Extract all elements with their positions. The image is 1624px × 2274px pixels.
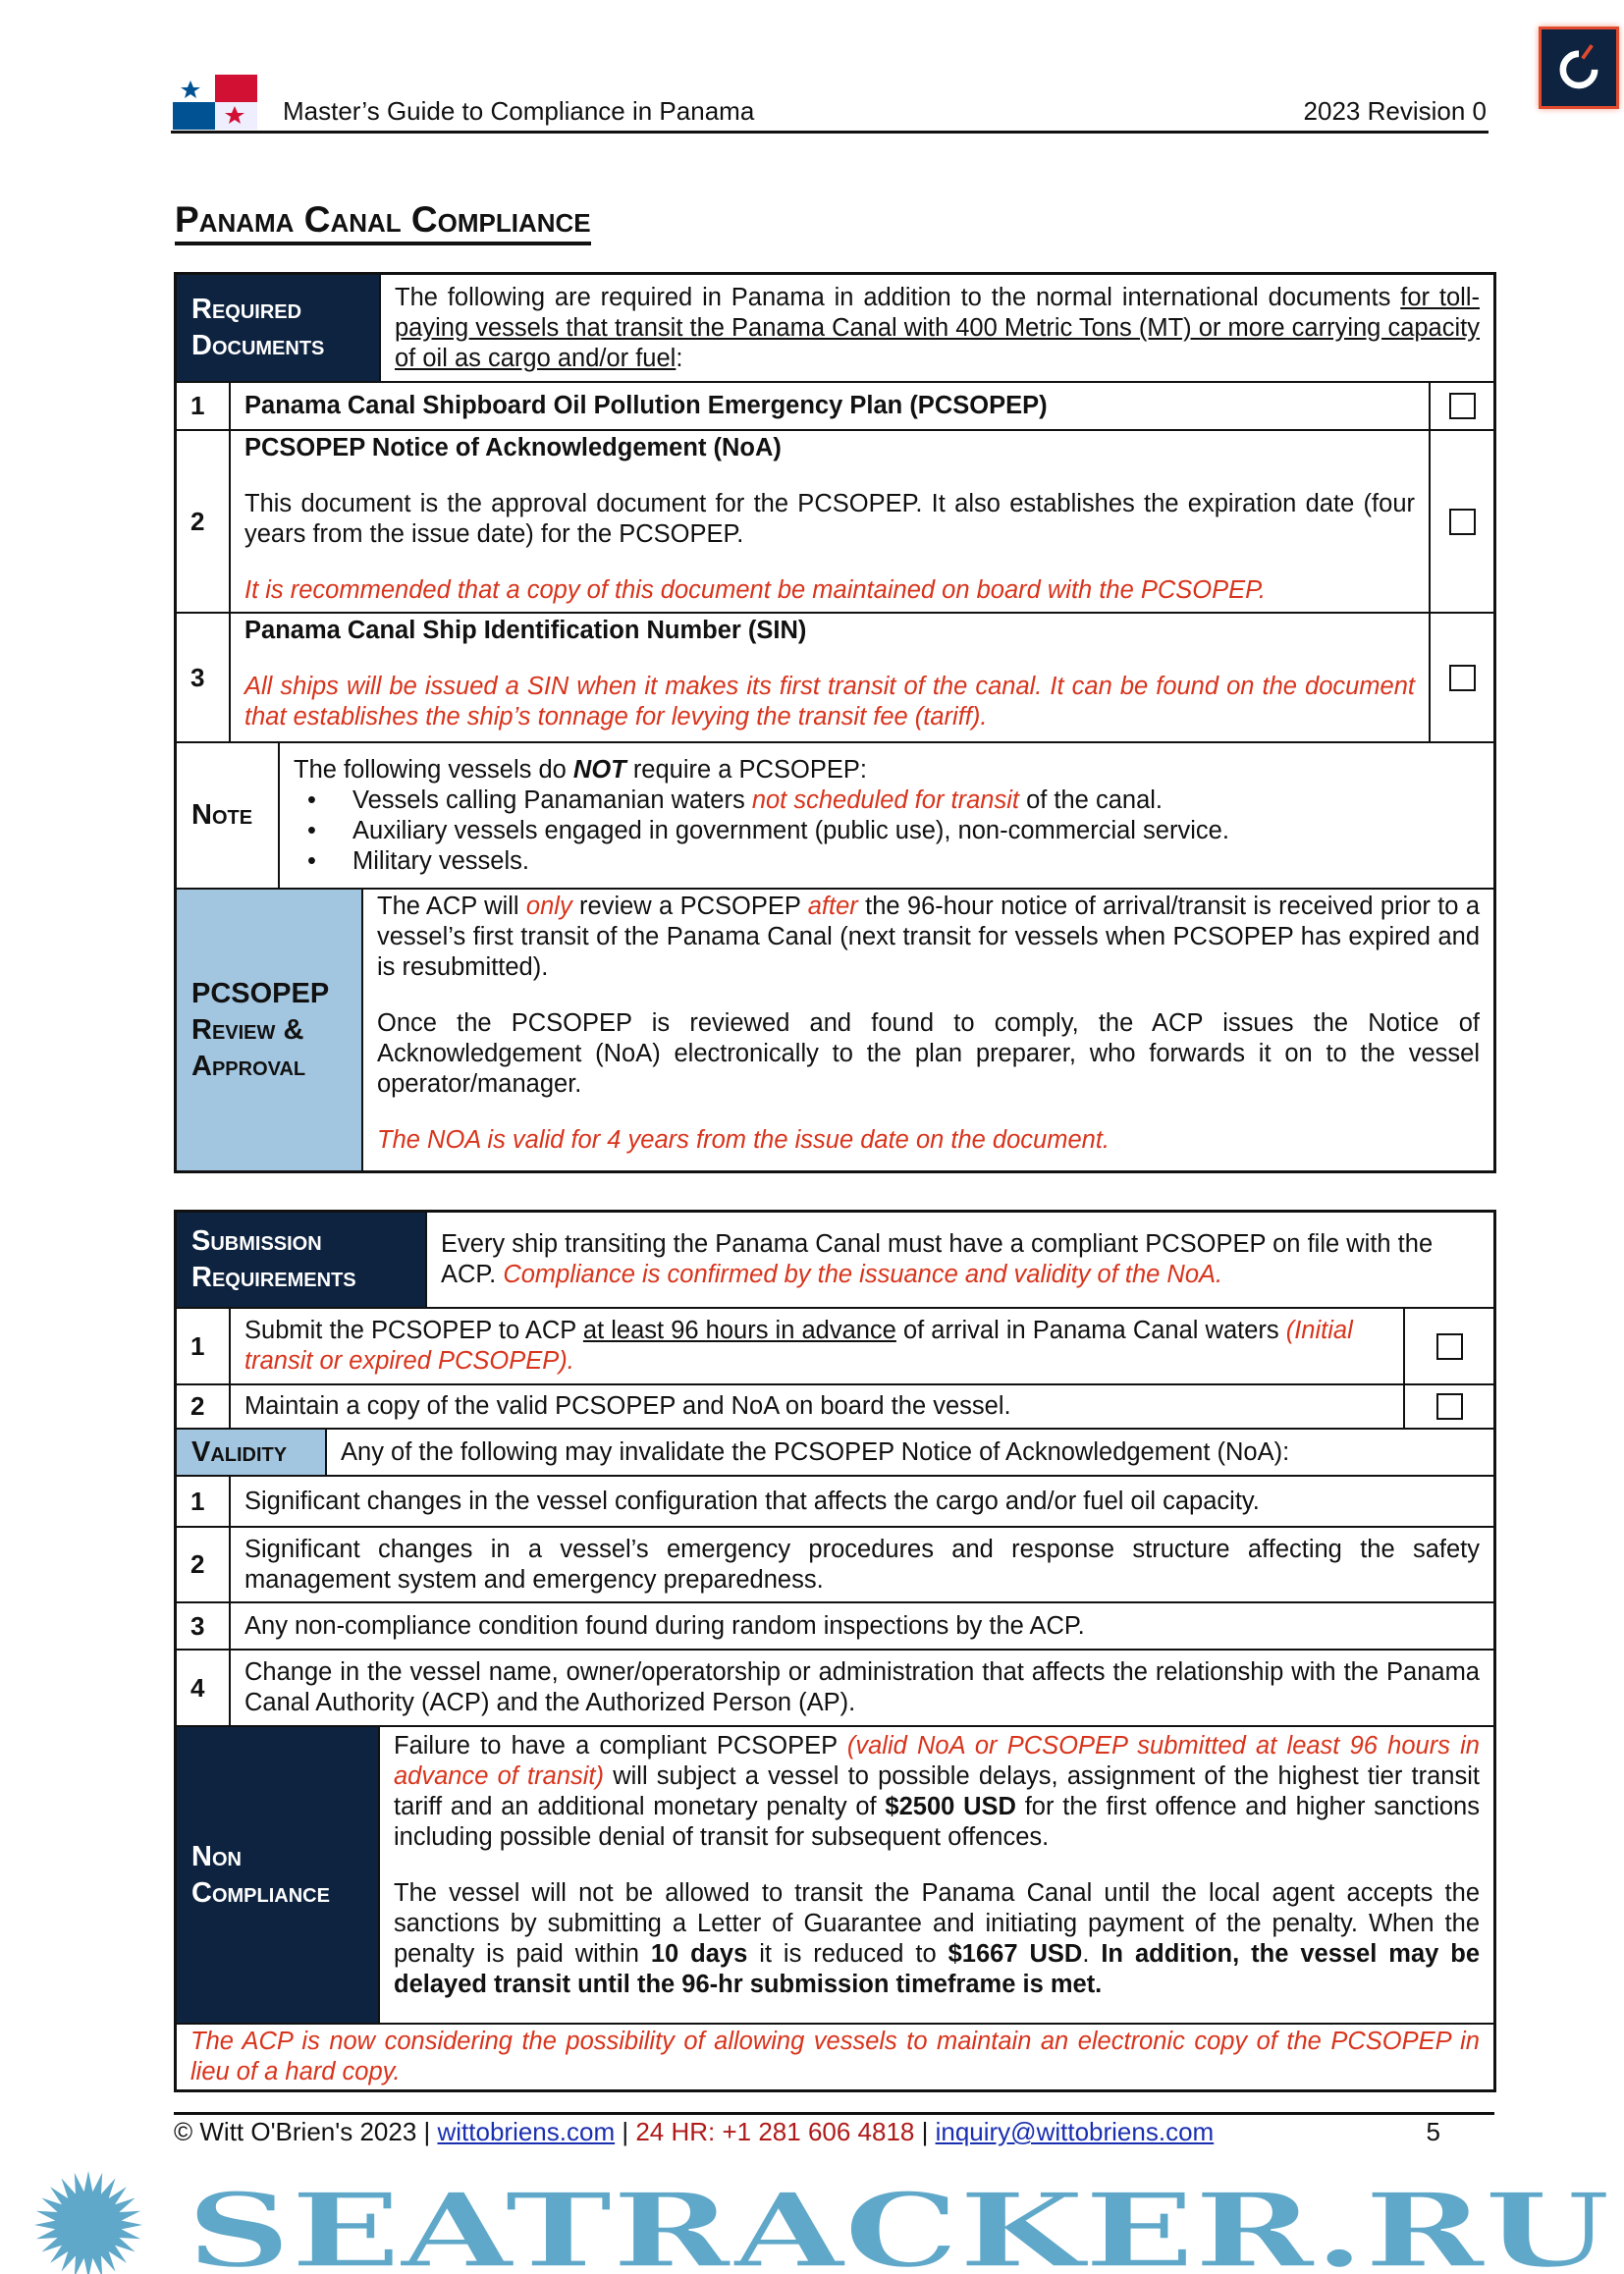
submission-table — [174, 1210, 1496, 2092]
hotline-number: +1 281 606 4818 — [722, 2117, 915, 2146]
revision-label: 2023 Revision 0 — [1303, 96, 1487, 126]
required-documents-table — [174, 272, 1496, 1173]
item-number: 1 — [177, 1477, 231, 1526]
separator: | — [615, 2117, 636, 2146]
final-note-row — [177, 2025, 1493, 2089]
watermark-text: SEATRACKER.RU — [187, 2170, 1610, 2274]
item-number: 1 — [177, 383, 231, 429]
note-label: Note — [177, 743, 280, 888]
panama-flag-icon — [173, 75, 257, 130]
review-paragraph-3: The NOA is valid for 4 years from the issue date on the document. — [377, 1126, 1110, 1154]
review-paragraph-1: The ACP will only review a PCSOPEP after the 96-hour notice of arrival/transit is received prior to a vessel’s first transit of the Panama Canal (next transit for vessels when PCSOPEP has expired and is resubmitted). — [377, 893, 1480, 981]
validity-label: Validity — [177, 1430, 327, 1475]
noncompliance-paragraph-1: Failure to have a compliant PCSOPEP (valid NoA or PCSOPEP submitted at least 96 hours in advance of transit) will subject a vessel to possible delays, assignment of the highest tier transit tariff and an additional monetary penalty of $2500 USD for the first offence and higher sanctions including possible denial of transit for subsequent offences. — [394, 1732, 1480, 1851]
noncompliance-label: Non Compliance — [177, 1727, 380, 2023]
app-logo-icon[interactable] — [1539, 27, 1619, 109]
item-number: 2 — [177, 1385, 231, 1428]
item-text: Significant changes in a vessel’s emergency procedures and response structure affecting the safety management system and emergency preparedness. — [244, 1535, 1480, 1594]
required-item-1 — [177, 383, 1493, 431]
website-link[interactable]: wittobriens.com — [437, 2117, 616, 2146]
email-link[interactable]: inquiry@wittobriens.com — [935, 2117, 1215, 2146]
item-title: Panama Canal Shipboard Oil Pollution Emergency Plan (PCSOPEP) — [244, 392, 1048, 419]
validity-item-2 — [177, 1528, 1493, 1603]
header-divider — [171, 131, 1489, 134]
required-item-2 — [177, 431, 1493, 614]
submission-label: Submission Requirements — [177, 1213, 427, 1307]
review-approval-label: PCSOPEP Review & Approval — [177, 890, 363, 1170]
item-title: PCSOPEP Notice of Acknowledgement (NoA) — [244, 434, 782, 461]
list-item: • Vessels calling Panamanian waters not scheduled for transit of the canal. — [294, 785, 1480, 816]
checkbox[interactable] — [1449, 665, 1476, 691]
item-number: 4 — [177, 1651, 231, 1725]
required-item-3 — [177, 614, 1493, 743]
hotline-label: 24 HR: — [635, 2117, 723, 2146]
validity-item-4 — [177, 1651, 1493, 1727]
validity-header — [177, 1430, 1493, 1477]
footer — [174, 2117, 1440, 2147]
footer-divider — [174, 2112, 1494, 2115]
submission-item-2 — [177, 1385, 1493, 1430]
sun-icon — [34, 2171, 142, 2274]
note-list — [294, 785, 1480, 877]
validity-item-1 — [177, 1477, 1493, 1528]
item-number: 3 — [177, 1603, 231, 1649]
review-approval-section — [177, 890, 1493, 1170]
document-title: Master’s Guide to Compliance in Panama — [283, 96, 755, 126]
checkbox[interactable] — [1449, 393, 1476, 419]
required-documents-header — [177, 275, 1493, 383]
item-text: Change in the vessel name, owner/operatorship or administration that affects the relationship with the Panama Canal Authority (ACP) and the Authorized Person (AP). — [244, 1658, 1480, 1716]
required-documents-label: Required Documents — [177, 275, 381, 381]
noncompliance-section — [177, 1727, 1493, 2025]
watermark — [0, 2166, 1624, 2274]
item-text: Any non-compliance condition found during random inspections by the ACP. — [244, 1611, 1085, 1640]
item-note: All ships will be issued a SIN when it makes its first transit of the canal. It can be found on the document that establishes the ship’s tonnage for levying the transit fee (tariff). — [244, 673, 1415, 731]
item-text: Significant changes in the vessel configuration that affects the cargo and/or fuel oil capacity. — [244, 1487, 1260, 1515]
item-body: This document is the approval document for the PCSOPEP. It also establishes the expiration date (four years from the issue date) for the PCSOPEP. — [244, 490, 1415, 548]
submission-header — [177, 1213, 1493, 1309]
checkbox[interactable] — [1436, 1393, 1463, 1420]
noncompliance-paragraph-2: The vessel will not be allowed to transit the Panama Canal until the local agent accepts the sanctions by submitting a Letter of Guarantee and initiating payment of the penalty. When the penalty is paid within 10 days it is reduced to $1667 USD. In addition, the vessel may be delayed transit until the 96-hr submission timeframe is met. — [394, 1879, 1481, 1998]
checkbox[interactable] — [1449, 509, 1476, 535]
page-number: 5 — [1426, 2117, 1440, 2146]
note-section — [177, 743, 1493, 890]
separator: | — [914, 2117, 936, 2146]
item-note: It is recommended that a copy of this document be maintained on board with the PCSOPEP. — [244, 576, 1266, 604]
review-paragraph-2: Once the PCSOPEP is reviewed and found to comply, the ACP issues the Notice of Acknowledgement (NoA) electronically to the plan preparer, who forwards it on to the vessel operator/manager. — [377, 1009, 1480, 1098]
submission-intro: Every ship transiting the Panama Canal must have a compliant PCSOPEP on file with the ACP. Compliance is confirmed by the issuance and validity of the NoA. — [441, 1230, 1434, 1288]
list-item: • Military vessels. — [294, 846, 1480, 877]
item-number: 2 — [177, 1528, 231, 1601]
checkbox[interactable] — [1436, 1333, 1463, 1360]
page-body — [174, 272, 1496, 2147]
validity-intro: Any of the following may invalidate the PCSOPEP Notice of Acknowledgement (NoA): — [341, 1437, 1290, 1466]
item-text: Maintain a copy of the valid PCSOPEP and NoA on board the vessel. — [244, 1392, 1011, 1420]
list-item: • Auxiliary vessels engaged in government (public use), non-commercial service. — [294, 816, 1480, 846]
note-intro: The following vessels do NOT require a PCSOPEP: — [294, 755, 867, 784]
item-number: 3 — [177, 614, 231, 741]
required-documents-intro: The following are required in Panama in addition to the normal international documents for toll-paying vessels that transit the Panama Canal with 400 Metric Tons (MT) or more carrying capacity of oil as cargo and/or fuel: — [395, 283, 1480, 372]
submission-item-1: 1 Submit the PCSOPEP to ACP at least 96 hours in advance of arrival in Panama Canal waters (Initial transit or expired PCSOPEP). — [177, 1309, 1493, 1385]
validity-item-3 — [177, 1603, 1493, 1651]
item-number: 2 — [177, 431, 231, 612]
item-title: Panama Canal Ship Identification Number (SIN) — [244, 617, 807, 644]
final-note: The ACP is now considering the possibility of allowing vessels to maintain an electronic copy of the PCSOPEP in lieu of a hard copy. — [190, 2028, 1480, 2085]
copyright: © Witt O'Brien's 2023 | — [174, 2117, 438, 2146]
item-number: 1 — [177, 1309, 231, 1383]
page-title: Panama Canal Compliance — [175, 198, 591, 245]
